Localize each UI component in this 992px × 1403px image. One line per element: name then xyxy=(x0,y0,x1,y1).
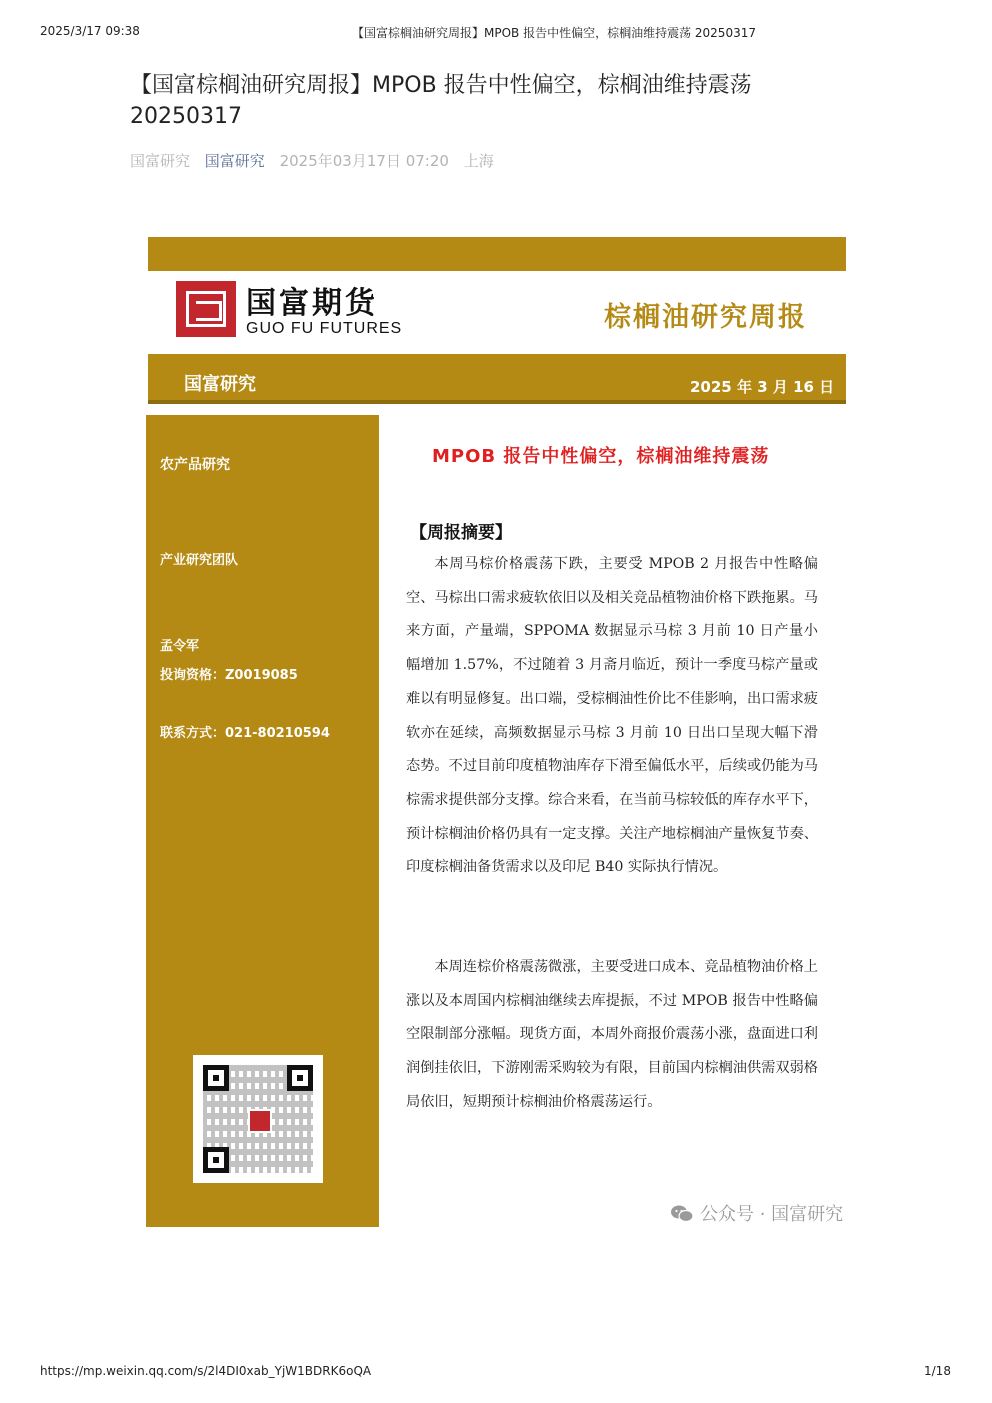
sidebar-team: 产业研究团队 xyxy=(160,553,239,568)
meta-location: 上海 xyxy=(463,152,494,170)
report-top-band xyxy=(148,237,846,271)
logo-text-en: GUO FU FUTURES xyxy=(246,320,403,337)
wechat-watermark xyxy=(670,1200,843,1226)
sidebar-analyst: 孟令军 xyxy=(160,639,200,654)
meta-datetime: 2025年03月17日 07:20 xyxy=(279,152,449,170)
qr-code xyxy=(193,1055,323,1183)
print-datetime: 2025/3/17 09:38 xyxy=(40,24,140,38)
meta-account-link[interactable]: 国富研究 xyxy=(204,152,265,170)
article-title: 【国富棕榈油研究周报】MPOB 报告中性偏空，棕榈油维持震荡 20250317 xyxy=(130,73,752,129)
print-page-number: 1/18 xyxy=(924,1364,951,1378)
summary-paragraph-dalian: 本周连棕价格震荡微涨，主要受进口成本、竞品植物油价格上涨以及本周国内棕榈油继续去库提振，不过 MPOB 报告中性略偏空限制部分涨幅。现货方面，本周外商报价震荡小涨，盘面进口利润倒挂依旧，下游刚需采购较为有限，目前国内棕榈油供需双弱格局依旧，短期预计棕榈油价格震荡运行。 xyxy=(406,959,818,1110)
report-headline: MPOB 报告中性偏空，棕榈油维持震荡 xyxy=(432,446,770,467)
report-name: 棕榈油研究周报 xyxy=(604,302,807,333)
report-date: 2025 年 3 月 16 日 xyxy=(690,378,835,396)
article-meta xyxy=(130,150,504,171)
meta-author: 国富研究 xyxy=(130,152,191,170)
sidebar-qualification: 投询资格：Z0019085 xyxy=(160,668,298,683)
sidebar-category: 农产品研究 xyxy=(160,457,230,473)
summary-section-title: 【周报摘要】 xyxy=(410,523,512,543)
print-page-title: 【国富棕榈油研究周报】MPOB 报告中性偏空，棕榈油维持震荡 20250317 xyxy=(352,26,756,40)
report-band-label: 国富研究 xyxy=(184,374,256,395)
summary-paragraph-malaysia: 本周马棕价格震荡下跌，主要受 MPOB 2 月报告中性略偏空、马棕出口需求疲软依旧以及相关竞品植物油价格下跌拖累。马来方面，产量端，SPPOMA 数据显示马棕 3 月前 10 日产量小幅增加 1.57%，不过随着 3 月斋月临近，预计一季度马棕产量或难以有明显修复。出口端，受棕榈油性价比不佳影响，出口需求疲软亦在延续，高频数据显示马棕 3 月前 10 日出口呈现大幅下滑态势。不过目前印度植物油库存下滑至偏低水平，后续或仍能为马棕需求提供部分支撑。综合来看，在当前马棕较低的库存水平下，预计棕榈油价格仍具有一定支撑。关注产地棕榈油产量恢复节奏、印度棕榈油备货需求以及印尼 B40 实际执行情况。 xyxy=(406,556,818,876)
watermark-text: 公众号 · 国富研究 xyxy=(700,1204,844,1225)
sidebar-contact: 联系方式：021-80210594 xyxy=(160,726,330,741)
wechat-icon xyxy=(670,1205,694,1223)
print-footer-url: https://mp.weixin.qq.com/s/2l4DI0xab_YjW1BDRK6oQA xyxy=(40,1364,372,1378)
logo-text-cn: 国富期货 xyxy=(246,286,378,321)
